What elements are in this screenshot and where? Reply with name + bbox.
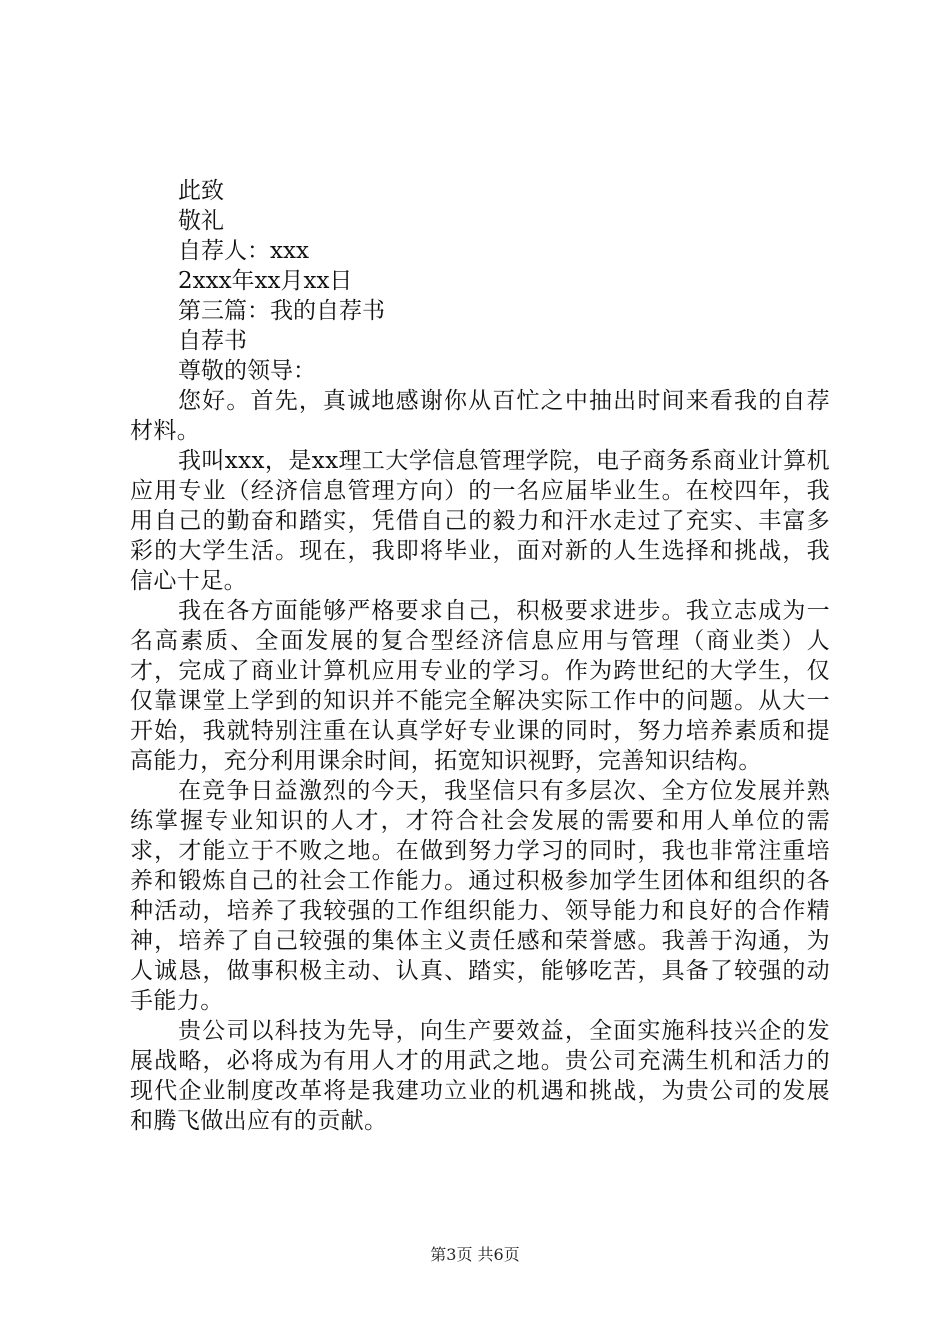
section-heading: 第三篇：我的自荐书 [178, 298, 385, 324]
paragraph-company: 贵公司以科技为先导，向生产要效益，全面实施科技兴企的发展战略，必将成为有用人才的用武之地。贵公司充满生机和活力的现代企业制度改革将是我建功立业的机遇和挑战，为贵公司的发展和腾飞做出应有的贡献。 [130, 1018, 830, 1134]
date-line: 2xxx年xx月xx日 [178, 268, 353, 294]
paragraph-studies: 我在各方面能够严格要求自己，积极要求进步。我立志成为一名高素质、全面发展的复合型经济信息应用与管理（商业类）人才，完成了商业计算机应用专业的学习。作为跨世纪的大学生，仅仅靠课堂上学到的知识并不能完全解决实际工作中的问题。从大一开始，我就特别注重在认真学好专业课的同时，努力培养素质和提高能力，充分利用课余时间，拓宽知识视野，完善知识结构。 [130, 598, 830, 774]
paragraph-intro: 您好。首先，真诚地感谢你从百忙之中抽出时间来看我的自荐材料。 [130, 388, 830, 444]
signature-line: 自荐人：xxx [178, 238, 309, 264]
document-body [130, 176, 830, 1136]
paragraph-background: 我叫xxx，是xx理工大学信息管理学院，电子商务系商业计算机应用专业（经济信息管理方向）的一名应届毕业生。在校四年，我用自己的勤奋和踏实，凭借自己的毅力和汗水走过了充实、丰富多彩的大学生活。现在，我即将毕业，面对新的人生选择和挑战，我信心十足。 [130, 448, 830, 594]
document-title: 自荐书 [178, 328, 247, 354]
closing-salutation: 此致 [178, 178, 224, 204]
paragraph-abilities: 在竞争日益激烈的今天，我坚信只有多层次、全方位发展并熟练掌握专业知识的人才，才符合社会发展的需要和用人单位的需求，才能立于不败之地。在做到努力学习的同时，我也非常注重培养和锻炼自己的社会工作能力。通过积极参加学生团体和组织的各种活动，培养了我较强的工作组织能力、领导能力和良好的合作精神，培养了自己较强的集体主义责任感和荣誉感。我善于沟通，为人诚恳，做事积极主动、认真、踏实，能够吃苦，具备了较强的动手能力。 [130, 778, 830, 1014]
greeting-line: 尊敬的领导： [178, 358, 316, 384]
closing-regards: 敬礼 [178, 208, 224, 234]
page-number-footer: 第3页 共6页 [430, 1245, 520, 1264]
